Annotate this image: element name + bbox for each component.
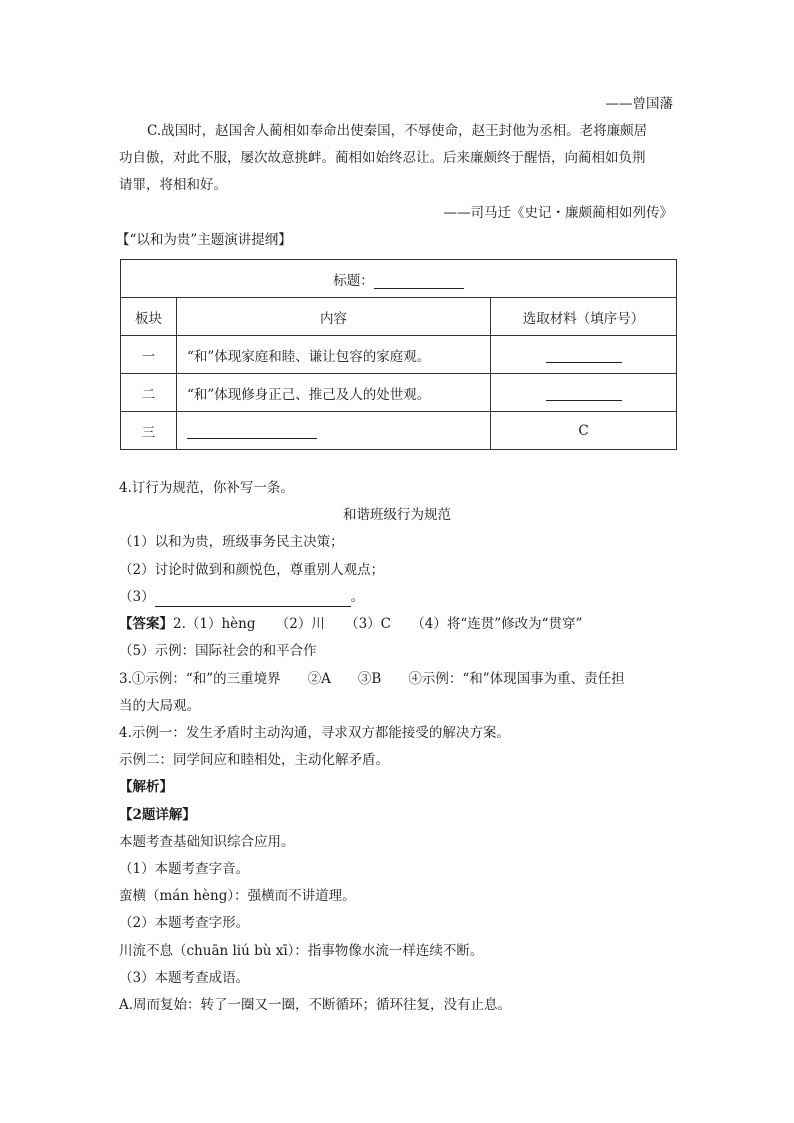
outline-heading: 【“以和为贵”主题演讲提纲】 <box>116 232 292 248</box>
outline-title-blank <box>374 274 464 289</box>
outline-title-cell <box>121 260 677 298</box>
rule-3-prefix: （3） <box>119 589 155 605</box>
item-c-source: ——司马迁《史记・廉颇蔺相如列传》 <box>443 205 673 221</box>
rules-title: 和谐班级行为规范 <box>343 507 451 523</box>
rule-3 <box>119 587 364 607</box>
content-blank <box>187 424 317 439</box>
answer-line5: 4.示例一：发生矛盾时主动沟通，寻求双方都能接受的解决方案。 <box>119 725 510 741</box>
analysis-label: 【解析】 <box>119 779 173 795</box>
item-c-line2: 功自傲，对此不服，屡次故意挑衅。蔺相如始终忍让。后来廉颇终于醒悟，向蔺相如负荆 <box>119 150 646 166</box>
q4-prompt: 4.订行为规范，你补写一条。 <box>119 480 294 496</box>
row-section: 一 <box>121 336 177 374</box>
material-blank <box>546 348 622 363</box>
header-material: 选取材料（填序号） <box>491 298 677 336</box>
analysis-line5: 川流不息（chuān liú bù xī）：指事物像水流一样连续不断。 <box>119 943 484 959</box>
row-content-cell <box>177 412 491 450</box>
outline-title-label: 标题： <box>333 272 374 289</box>
table-row <box>121 336 677 374</box>
row-content: “和”体现修身正己、推己及人的处世观。 <box>177 374 491 412</box>
outline-title-row <box>121 260 677 298</box>
answer-label: 【答案】 <box>119 616 173 632</box>
answer-line6: 示例二：同学间应和睦相处，主动化解矛盾。 <box>119 752 389 768</box>
analysis-line6: （3）本题考查成语。 <box>119 970 250 986</box>
header-content: 内容 <box>177 298 491 336</box>
answer-line3: 3.①示例：“和”的三重境界 ②A ③B ④示例：“和”体现国事为重、责任担 <box>119 671 625 687</box>
outline-table <box>120 259 677 450</box>
row-material: C <box>491 412 677 450</box>
row-section: 二 <box>121 374 177 412</box>
table-row <box>121 374 677 412</box>
analysis-line4: （2）本题考查字形。 <box>119 915 250 931</box>
analysis-line3: 蛮横（mán hèng）：强横而不讲道理。 <box>119 888 356 904</box>
answer-line1-text: 2.（1）hèng （2）川 （3）C （4）将“连贯”修改为“贯穿” <box>173 616 583 632</box>
quote-b-source: ——曾国藩 <box>605 96 673 112</box>
header-section: 板块 <box>121 298 177 336</box>
row-material-cell <box>491 336 677 374</box>
analysis-line2: （1）本题考查字音。 <box>119 861 250 877</box>
material-blank <box>546 386 622 401</box>
row-section: 三 <box>121 412 177 450</box>
rule-3-suffix: 。 <box>350 589 365 605</box>
analysis-line1: 本题考查基础知识综合应用。 <box>119 834 295 850</box>
answer-line1 <box>119 614 582 634</box>
rule-1: （1）以和为贵，班级事务民主决策； <box>119 534 344 550</box>
rule-3-blank <box>155 592 351 607</box>
table-row <box>121 412 677 450</box>
item-c-line1: C.战国时，赵国舍人蔺相如奉命出使秦国，不辱使命，赵王封他为丞相。老将廉颇居 <box>147 123 648 139</box>
answer-line2: （5）示例：国际社会的和平合作 <box>119 643 317 659</box>
answer-line4: 当的大局观。 <box>119 698 200 714</box>
row-content: “和”体现家庭和睦、谦让包容的家庭观。 <box>177 336 491 374</box>
analysis-line7: A.周而复始：转了一圈又一圈，不断循环；循环往复，没有止息。 <box>119 997 512 1013</box>
rule-2: （2）讨论时做到和颜悦色，尊重别人观点； <box>119 562 385 578</box>
analysis-sub-label: 【2题详解】 <box>119 807 196 823</box>
outline-header-row <box>121 298 677 336</box>
row-material-cell <box>491 374 677 412</box>
item-c-line3: 请罪，将相和好。 <box>119 177 227 193</box>
